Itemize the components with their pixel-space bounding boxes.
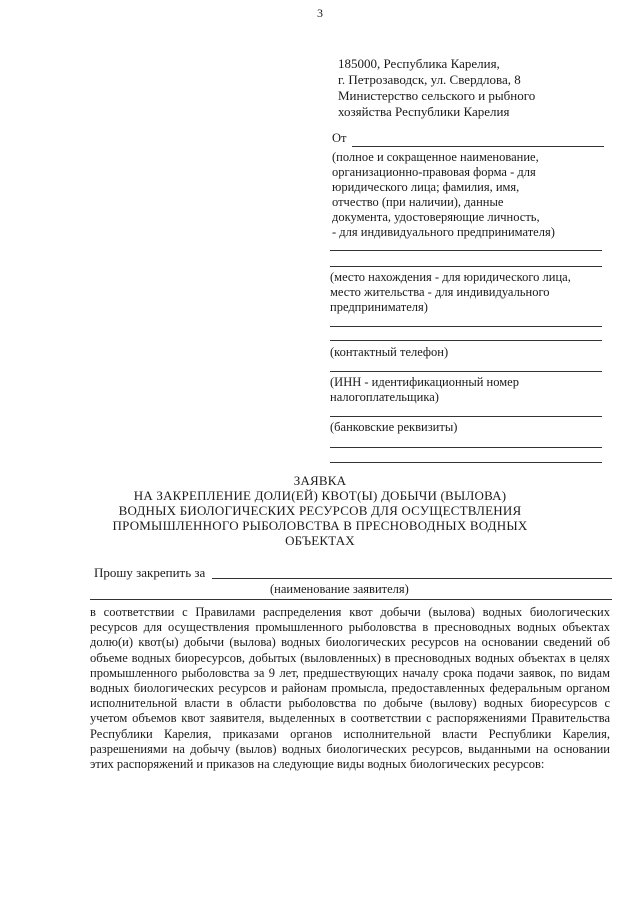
fill-line[interactable] [330,326,602,327]
address-line: г. Петрозаводск, ул. Свердлова, 8 [338,72,521,87]
fill-line[interactable] [330,340,602,341]
bank-hint: (банковские реквизиты) [330,420,458,434]
fill-line[interactable] [330,266,602,267]
recipient-address [338,56,618,120]
inn-hint: (ИНН - идентификационный номер налогоплательщика) [330,375,519,404]
address-line: Министерство сельского и рыбного [338,88,536,103]
document-title: ЗАЯВКА НА ЗАКРЕПЛЕНИЕ ДОЛИ(ЕЙ) КВОТ(Ы) ДОБЫЧИ (ВЫЛОВА) ВОДНЫХ БИОЛОГИЧЕСКИХ РЕСУРСОВ ДЛЯ ОСУЩЕСТВЛЕНИЯ ПРОМЫШЛЕННОГО РЫБОЛОВСТВА В ПРЕСНОВОДНЫХ ВОДНЫХ ОБЪЕКТАХ [112,473,528,548]
phone-hint: (контактный телефон) [330,345,449,359]
fill-line[interactable] [330,250,602,251]
address-line: хозяйства Республики Карелия [338,104,510,119]
fill-line[interactable] [330,416,602,417]
fill-line[interactable] [330,371,602,372]
address-line: 185000, Республика Карелия, [338,56,500,71]
from-name-line[interactable] [352,146,604,147]
request-label: Прошу закрепить за [94,565,206,580]
page-number: 3 [317,6,323,20]
fill-line[interactable] [90,599,612,600]
location-hint: (место нахождения - для юридического лица, место жительства - для индивидуального предпринимателя) [330,270,571,314]
fill-line[interactable] [330,462,602,463]
name-hint: (полное и сокращенное наименование, организационно-правовая форма - для юридического лица; фамилия, имя, отчество (при наличии), данные документа, удостоверяющие личность, - для индивидуального предпринимателя) [332,150,555,239]
from-label: От [332,131,347,145]
applicant-name-line[interactable] [212,578,612,579]
body-paragraph: в соответствии с Правилами распределения квот добычи (вылова) водных биологических ресурсов для осуществления промышленного рыболовства в пресноводных водных объектах долю(и) квот(ы) добычи (вылова) водных биологических ресурсов на основании сведений об объеме водных биоресурсов, добытых (выловленных) в пресноводных водных объектах в целях промышленного рыболовства за 9 лет, предшествующих началу срока подачи заявок, по видам водных биологических ресурсов и районам промысла, предоставленных федеральным органом исполнительной власти в области рыболовства по добыче (вылову) водных биоресурсов с учетом объемов квот заявителя, выделенных в соответствии с распоряжениями Правительства Республики Карелия, приказами органов исполнительной власти Республики Карелия, разрешениями на добычу (вылов) водных биологических ресурсов, выданными на основании этих распоряжений и приказов на следующие виды водных биологических ресурсов: [90,605,610,772]
applicant-hint: (наименование заявителя) [270,582,409,596]
fill-line[interactable] [330,447,602,448]
